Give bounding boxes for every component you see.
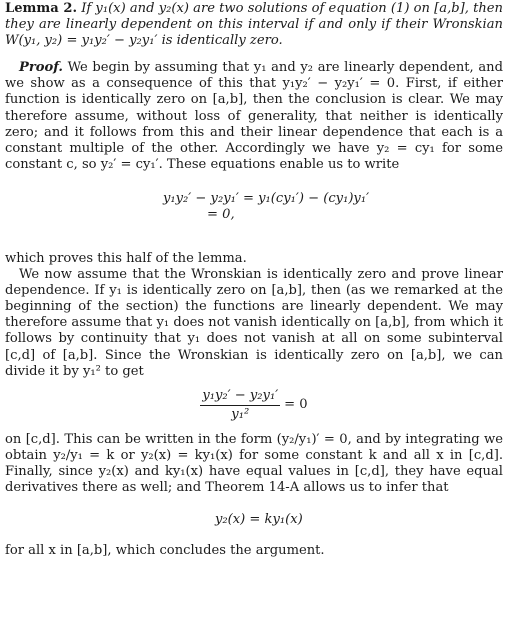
equation-1-line-2: = 0, (207, 207, 235, 223)
proof-text-1: We begin by assuming that y₁ and y₂ are linearly dependent, and we show as a consequence of this that y₁y₂′ − y₂y₁′ = 0. First, if either function is identically zero on [a,b], then the conclusion is clear. We may therefore assume, without loss of generality, that neither is identically zero; and it follows from this and their linear dependence that each is a constant multiple of the other. Accordingly we have y₂ = cy₁ for some constant c, so y₂′ = cy₁′. These equations enable us to write (5, 60, 503, 172)
equation-1 (163, 191, 503, 224)
proof-label: Proof. (19, 60, 63, 76)
proof-paragraph-1 (5, 60, 503, 173)
equation-2-rhs: = 0 (284, 397, 308, 413)
proof-paragraph-2: which proves this half of the lemma. (5, 250, 247, 266)
equation-2-fraction (200, 388, 280, 424)
lemma-label: Lemma 2. (5, 1, 77, 16)
proof-paragraph-3: We now assume that the Wronskian is identically zero and prove linear dependence. If y₁ is identically zero on [a,b], then (as we remarked at the beginning of the section) the functions are linearly dependent. We may therefore assume that y₁ does not vanish identically on [a,b], from which it follows by continuity that y₁ does not vanish at all on some subinterval [c,d] of [a,b]. Since the Wronskian is identically zero on [a,b], we can divide it by y₁² to get (5, 267, 503, 379)
equation-2-denominator: y₁² (231, 407, 250, 423)
lemma-text: If y₁(x) and y₂(x) are two solutions of equation (1) on [a,b], then they are linearly dependent on this interval if and only if their Wronskian W(y₁, y₂) = y₁y₂′ − y₂y₁′ is identically zero. (5, 1, 503, 49)
proof-paragraph-4: on [c,d]. This can be written in the form (y₂/y₁)′ = 0, and by integrating we obtain y₂/y₁ = k or y₂(x) = ky₁(x) for some constant k and all x in [c,d]. Finally, since y₂(x) and ky₁(x) have equal values in [c,d], they have equal derivatives there as well; and Theorem 14-A allows us to infer that (5, 431, 503, 495)
equation-1-line-1: y₁y₂′ − y₂y₁′ = y₁(cy₁′) − (cy₁)y₁′ (163, 190, 370, 206)
equation-3: y₂(x) = ky₁(x) (215, 512, 303, 528)
equation-2 (5, 388, 503, 424)
lemma-statement (5, 0, 503, 49)
proof-paragraph-5: for all x in [a,b], which concludes the argument. (5, 542, 325, 558)
equation-2-numerator: y₁y₂′ − y₂y₁′ (200, 388, 280, 407)
